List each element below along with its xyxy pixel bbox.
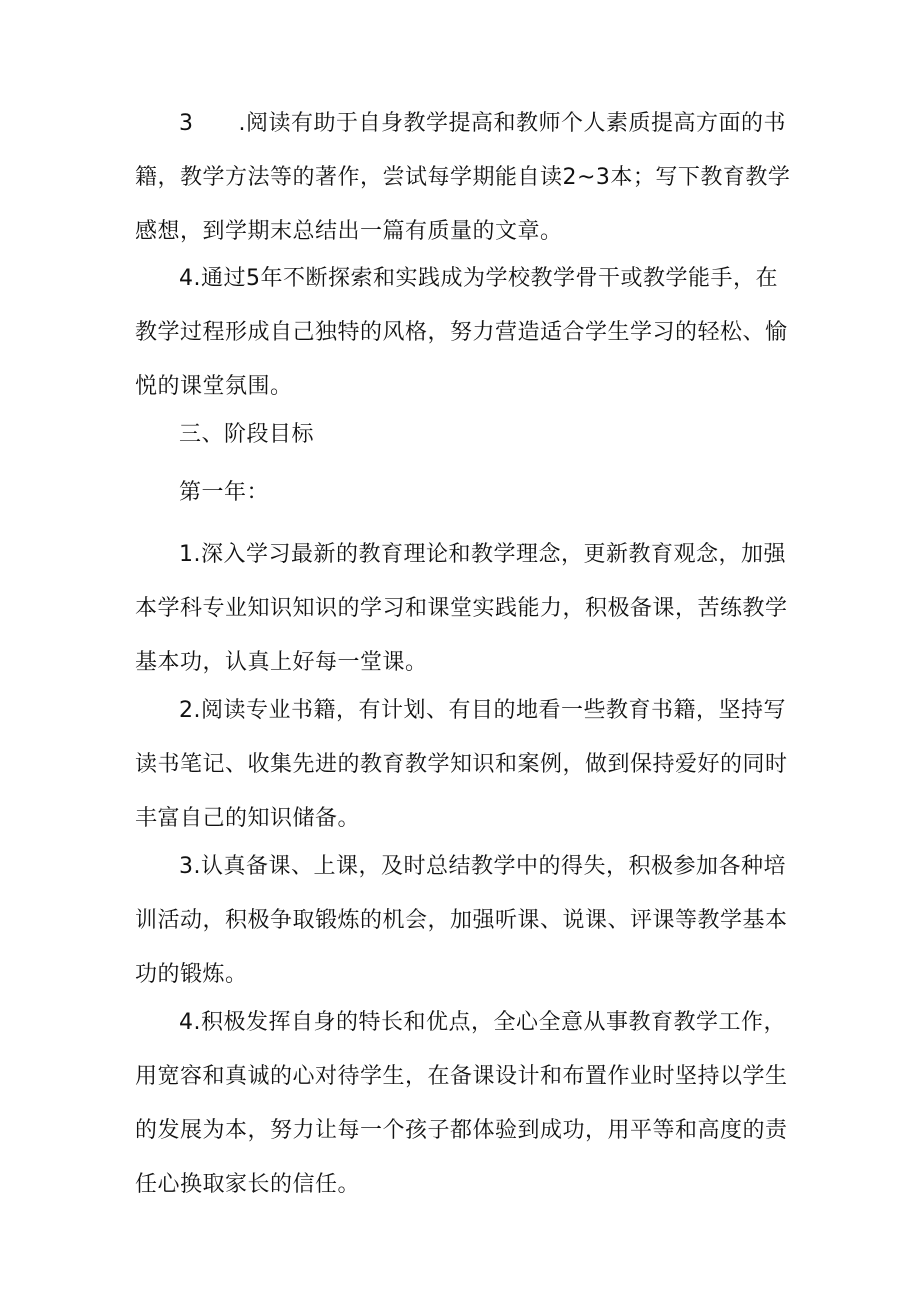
paragraph-first-year-item-2: 2.阅读专业书籍，有计划、有目的地看一些教育书籍，坚持写读书笔记、收集先进的教育教学知识和案例，做到保持爱好的同时丰富自己的知识储备。 — [135, 698, 788, 831]
paragraph-first-year-item-1: 1.深入学习最新的教育理论和教学理念，更新教育观念，加强本学科专业知识知识的学习和课堂实践能力，积极备课，苦练教学基本功，认真上好每一堂课。 — [135, 542, 788, 675]
paragraph-reading-goal: 3 .阅读有助于自身教学提高和教师个人素质提高方面的书籍，教学方法等的著作，尝试每学期能自读2~3本；写下教育教学感想，到学期末总结出一篇有质量的文章。 — [135, 111, 791, 244]
paragraph-five-year-goal: 4.通过5年不断探索和实践成为学校教学骨干或教学能手，在教学过程形成自己独特的风格，努力营造适合学生学习的轻松、愉悦的课堂氛围。 — [135, 266, 788, 399]
paragraph-first-year-item-4: 4.积极发挥自身的特长和优点，全心全意从事教育教学工作，用宽容和真诚的心对待学生，在备课设计和布置作业时坚持以学生的发展为本，努力让每一个孩子都体验到成功，用平等和高度的责任心换取家长的信任。 — [135, 1010, 788, 1197]
section-heading-stage-goals: 三、阶段目标 — [179, 422, 315, 447]
subheading-first-year: 第一年： — [179, 480, 270, 505]
paragraph-first-year-item-3: 3.认真备课、上课，及时总结教学中的得失，积极参加各种培训活动，积极争取锻炼的机会，加强听课、说课、评课等教学基本功的锻炼。 — [135, 854, 788, 987]
